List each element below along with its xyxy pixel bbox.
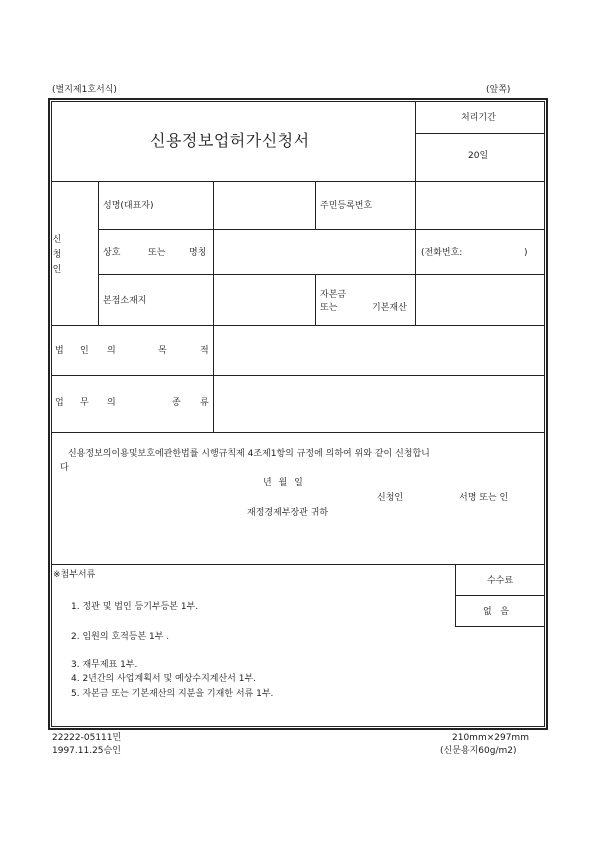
- office-label: 본점소재지: [103, 296, 147, 306]
- statement-line-1: 신용정보의이용및보호에관한법률 시행규칙제 4조제1항의 규정에 의하여 위와 같이 신청합니: [68, 449, 430, 459]
- divider: [415, 133, 545, 134]
- divider: [98, 181, 99, 325]
- divider: [213, 325, 214, 432]
- divider: [315, 274, 316, 325]
- trade-name-label-2: 또는: [148, 248, 166, 258]
- capital-label-line2b: 기본재산: [372, 303, 407, 313]
- divider: [455, 626, 545, 627]
- footer-size: 210mm×297mm: [452, 733, 529, 743]
- fee-value: 없 음: [483, 607, 509, 617]
- signature-label: 서명 또는 인: [459, 493, 509, 503]
- divider: [51, 325, 545, 326]
- divider: [98, 229, 545, 230]
- name-label: 성명(대표자): [103, 201, 154, 211]
- applicant-sign-label: 신청인: [377, 493, 404, 503]
- divider: [51, 432, 545, 433]
- capital-label-line2a: 또는: [320, 303, 338, 313]
- divider: [51, 564, 545, 565]
- processing-period-value: 20일: [468, 151, 489, 161]
- rrn-label: 주민등록번호: [320, 201, 373, 211]
- attachment-item: 4. 2년간의 사업계획서 및 예상수지계산서 1부.: [71, 674, 257, 684]
- statement-date: 년 월 일: [263, 478, 303, 488]
- processing-period-label: 처리기간: [461, 113, 496, 123]
- business-label-4: 종: [172, 398, 181, 408]
- divider: [415, 101, 416, 181]
- phone-label: (전화번호:: [421, 248, 463, 258]
- attachment-item: 3. 재무제표 1부.: [71, 660, 138, 670]
- capital-label-line1: 자본금: [320, 290, 347, 300]
- trade-name-label-3: 명칭: [189, 248, 207, 258]
- footer-code: 22222-05111민: [52, 733, 122, 743]
- statement-line-2: 다: [60, 463, 69, 473]
- applicant-label-3: 인: [52, 265, 62, 275]
- footer-approval: 1997.11.25승인: [52, 746, 121, 756]
- business-label-3: 의: [107, 398, 116, 408]
- business-label-2: 무: [80, 398, 89, 408]
- attachment-item: 5. 자본금 또는 기본재산의 지분을 기재한 서류 1부.: [71, 689, 274, 699]
- phone-close: ): [524, 248, 528, 258]
- purpose-label-2: 인: [80, 346, 89, 356]
- divider: [415, 274, 416, 325]
- recipient: 재정경제부장관 귀하: [247, 508, 329, 518]
- divider: [51, 375, 545, 376]
- purpose-label-1: 법: [55, 346, 64, 356]
- fee-label: 수수료: [487, 576, 514, 586]
- form-number: (별지제1호서식): [52, 85, 117, 95]
- applicant-label-2: 청: [52, 250, 62, 260]
- divider: [51, 181, 545, 182]
- footer-paper: (신문용지60g/m2): [440, 746, 517, 756]
- divider: [455, 595, 545, 596]
- divider: [415, 229, 416, 274]
- business-label-1: 업: [55, 398, 64, 408]
- divider: [315, 181, 316, 229]
- applicant-label-1: 신: [52, 235, 62, 245]
- business-label-5: 류: [200, 398, 209, 408]
- trade-name-label-1: 상호: [103, 248, 121, 258]
- divider: [415, 181, 416, 229]
- purpose-label-3: 의: [107, 346, 116, 356]
- divider: [98, 274, 545, 275]
- page-side: (앞쪽): [486, 85, 511, 95]
- attachment-item: 2. 임원의 호적등본 1부 .: [71, 632, 170, 642]
- purpose-label-5: 적: [200, 346, 209, 356]
- purpose-label-4: 목: [158, 346, 167, 356]
- attachment-item: 1. 정관 및 법인 등기부등본 1부.: [71, 602, 199, 612]
- divider: [213, 181, 214, 325]
- form-title: 신용정보업허가신청서: [150, 131, 310, 150]
- attachments-heading: ※첨부서류: [53, 570, 96, 580]
